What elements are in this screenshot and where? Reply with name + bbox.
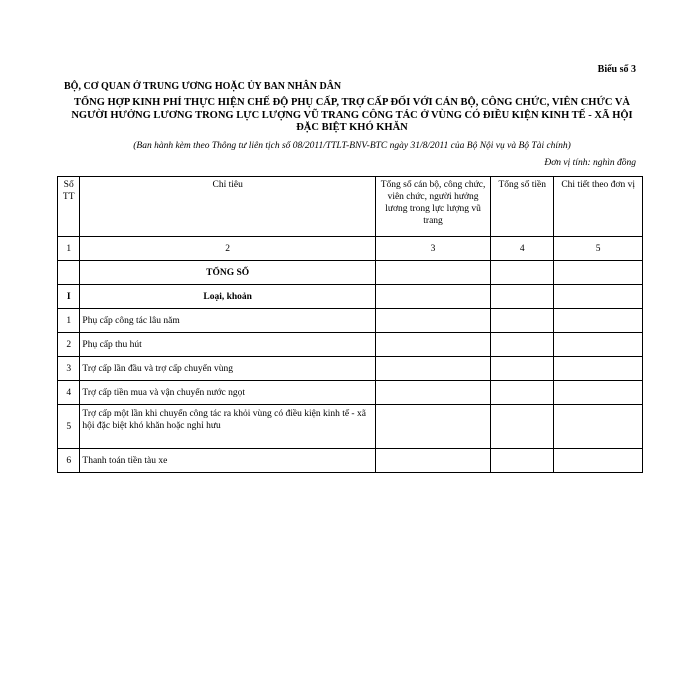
row-label: Thanh toán tiền tàu xe — [80, 449, 376, 473]
category-stt: I — [58, 285, 80, 309]
row-num-staff-cell[interactable] — [375, 309, 490, 333]
table-row — [58, 381, 643, 405]
row-amount-cell[interactable] — [491, 309, 554, 333]
column-number: 1 — [58, 237, 80, 261]
row-label: Trợ cấp tiền mua và vận chuyển nước ngọt — [80, 381, 376, 405]
category-label: Loại, khoản — [80, 285, 376, 309]
row-amount-cell[interactable] — [491, 405, 554, 449]
header-details: Chi tiết theo đơn vị — [554, 177, 643, 237]
row-details-cell[interactable] — [554, 357, 643, 381]
row-details-cell[interactable] — [554, 405, 643, 449]
row-stt: 3 — [58, 357, 80, 381]
total-details-cell[interactable] — [554, 261, 643, 285]
header-total-amount: Tổng số tiền — [491, 177, 554, 237]
row-num-staff-cell[interactable] — [375, 405, 490, 449]
row-amount-cell[interactable] — [491, 381, 554, 405]
category-row — [58, 285, 643, 309]
table-row — [58, 405, 643, 449]
table-row — [58, 309, 643, 333]
row-details-cell[interactable] — [554, 381, 643, 405]
row-details-cell[interactable] — [554, 309, 643, 333]
total-num-staff-cell[interactable] — [375, 261, 490, 285]
header-indicator: Chỉ tiêu — [80, 177, 376, 237]
row-details-cell[interactable] — [554, 333, 643, 357]
row-label: Trợ cấp lần đầu và trợ cấp chuyển vùng — [80, 357, 376, 381]
issuance-note: (Ban hành kèm theo Thông tư liên tịch số 08/2011/TTLT-BNV-BTC ngày 31/8/2011 của Bộ Nội vụ và Bộ Tài chính) — [133, 141, 571, 151]
row-num-staff-cell[interactable] — [375, 449, 490, 473]
category-num-staff-cell[interactable] — [375, 285, 490, 309]
title-line: TỔNG HỢP KINH PHÍ THỰC HIỆN CHẾ ĐỘ PHỤ CẤP, TRỢ CẤP ĐỐI VỚI CÁN BỘ, CÔNG CHỨC, VIÊN CHỨC VÀ — [73, 97, 631, 108]
row-num-staff-cell[interactable] — [375, 333, 490, 357]
category-details-cell[interactable] — [554, 285, 643, 309]
column-number-row — [58, 237, 643, 261]
document-title — [60, 97, 644, 135]
column-number: 5 — [554, 237, 643, 261]
column-number: 3 — [375, 237, 490, 261]
header-row — [58, 177, 643, 237]
total-label: TỔNG SỐ — [80, 261, 376, 285]
row-amount-cell[interactable] — [491, 449, 554, 473]
table-row — [58, 333, 643, 357]
row-num-staff-cell[interactable] — [375, 357, 490, 381]
row-stt: 2 — [58, 333, 80, 357]
total-row — [58, 261, 643, 285]
row-label: Phụ cấp thu hút — [80, 333, 376, 357]
table-row — [58, 357, 643, 381]
row-stt: 6 — [58, 449, 80, 473]
row-amount-cell[interactable] — [491, 333, 554, 357]
category-amount-cell[interactable] — [491, 285, 554, 309]
row-amount-cell[interactable] — [491, 357, 554, 381]
organization-heading: BỘ, CƠ QUAN Ở TRUNG ƯƠNG HOẶC ỦY BAN NHÂN DÂN — [64, 81, 342, 92]
form-code: Biểu số 3 — [597, 64, 636, 75]
header-stt: Số TT — [58, 177, 80, 237]
row-label: Phụ cấp công tác lâu năm — [80, 309, 376, 333]
column-number: 2 — [80, 237, 376, 261]
header-num-staff: Tổng số cán bộ, công chức, viên chức, người hưởng lương trong lực lượng vũ trang — [375, 177, 490, 237]
summary-table — [57, 176, 643, 473]
title-line: ĐẶC BIỆT KHÓ KHĂN — [296, 122, 408, 133]
title-line: NGƯỜI HƯỞNG LƯƠNG TRONG LỰC LƯỢNG VŨ TRANG CÔNG TÁC Ở VÙNG CÓ ĐIỀU KIỆN KINH TẾ - XÃ HỘI — [71, 109, 633, 121]
row-stt: 1 — [58, 309, 80, 333]
row-stt: 4 — [58, 381, 80, 405]
column-number: 4 — [491, 237, 554, 261]
row-label: Trợ cấp một lần khi chuyển công tác ra khỏi vùng có điều kiện kinh tế - xã hội đặc biệt khó khăn hoặc nghỉ hưu — [80, 405, 376, 449]
unit-label: Đơn vị tính: nghìn đồng — [544, 158, 636, 168]
row-stt: 5 — [58, 405, 80, 449]
total-amount-cell[interactable] — [491, 261, 554, 285]
table-row — [58, 449, 643, 473]
row-num-staff-cell[interactable] — [375, 381, 490, 405]
row-details-cell[interactable] — [554, 449, 643, 473]
total-stt-cell — [58, 261, 80, 285]
